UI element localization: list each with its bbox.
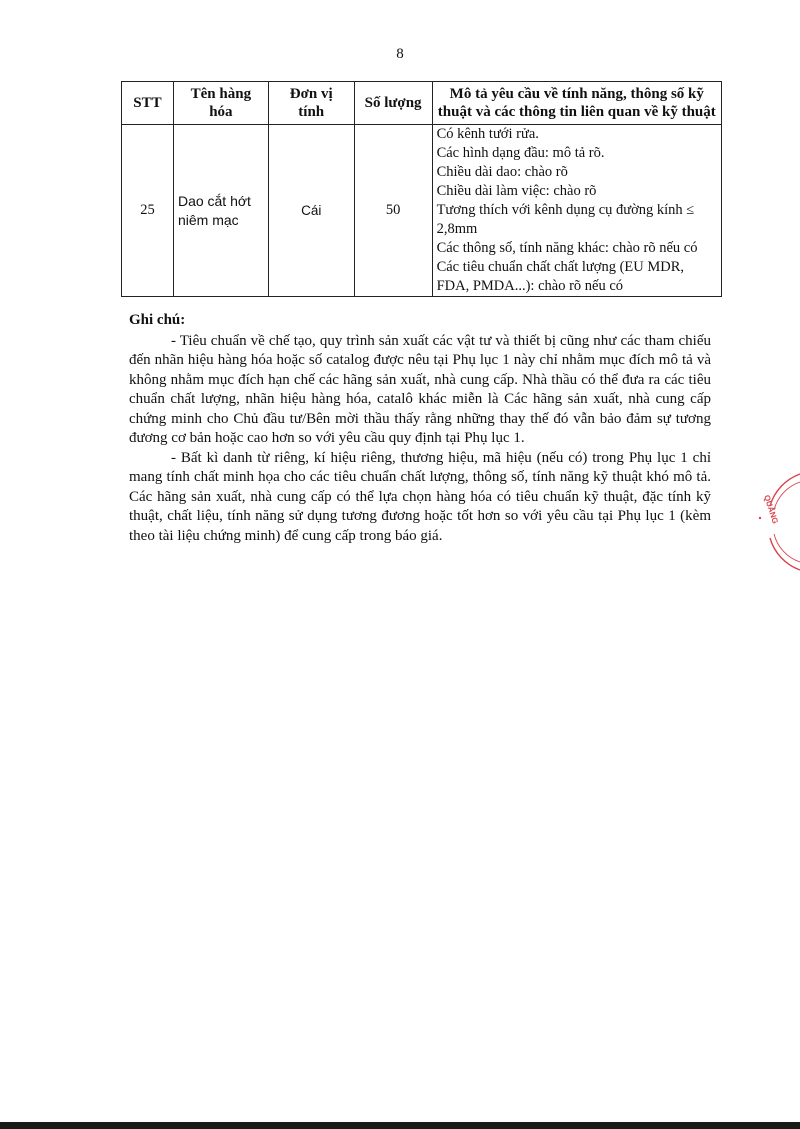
- cell-stt: 25: [122, 125, 174, 297]
- desc-line: Tương thích với kênh dụng cụ đường kính ≤: [436, 202, 695, 218]
- notes-title: Ghi chú:: [129, 312, 186, 328]
- cell-desc: [432, 125, 721, 297]
- header-unit-line-1: Đơn vị: [289, 86, 333, 102]
- header-desc-line-2: thuật và các thông tin liên quan về kỹ thuật: [437, 104, 716, 120]
- header-qty: Số lượng: [354, 82, 432, 125]
- header-desc: [432, 82, 721, 125]
- desc-line: Có kênh tưới rửa.: [436, 126, 539, 142]
- header-desc-line-1: Mô tả yêu cầu về tính năng, thông số kỹ: [449, 86, 704, 102]
- header-unit: [268, 82, 354, 125]
- desc-line: Chiều dài làm việc: chào rõ: [436, 183, 597, 199]
- cell-name-line-1: Dao cắt hớt: [177, 192, 251, 209]
- header-unit-line-2: tính: [298, 104, 325, 120]
- desc-line: Các thông số, tính năng khác: chào rõ nếu có: [436, 240, 698, 256]
- page-number: 8: [396, 46, 404, 62]
- desc-line: FDA, PMDA...): chào rõ nếu có: [436, 278, 624, 294]
- notes-paragraph-2: - Bất kì danh từ riêng, kí hiệu riêng, thương hiệu, mã hiệu (nếu có) trong Phụ lục 1 chỉ mang tính chất minh họa cho các tiêu chuẩn chất lượng, thông số, tính năng kỹ thuật khó mô tả. Các hãng sản xuất, nhà cung cấp có thể lựa chọn hàng hóa có tiêu chuẩn kỹ thuật, đặc tính kỹ thuật, chất liệu, tính năng sử dụng tương đương hoặc tốt hơn so với yêu cầu tại Phụ lục 1 (kèm theo tài liệu chứng minh) để cung cấp trong báo giá.: [129, 449, 711, 544]
- desc-line: Các tiêu chuẩn chất chất lượng (EU MDR,: [436, 259, 685, 275]
- red-seal-stamp: [748, 466, 800, 576]
- notes-paragraph-1: - Tiêu chuẩn về chế tạo, quy trình sản xuất các vật tư và thiết bị cũng như các tham chiếu đến nhãn hiệu hàng hóa hoặc số catalog được nêu tại Phụ lục 1 này chỉ nhằm mục đích mô tả và không nhằm mục đích hạn chế các hãng sản xuất, nhà cung cấp. Nhà thầu có thể đưa ra các tiêu chuẩn chất lượng, nhãn hiệu hàng hóa, catalô khác miễn là Các hãng sản xuất, nhà cung cấp chứng minh cho Chủ đầu tư/Bên mời thầu thấy rằng những thay thế đó vẫn bảo đảm sự tương đương cơ bản hoặc cao hơn so với yêu cầu quy định tại Phụ lục 1.: [129, 332, 711, 446]
- header-name-line-1: Tên hàng: [190, 86, 252, 102]
- header-name-line-2: hóa: [209, 104, 233, 120]
- bottom-scan-edge: [0, 1122, 800, 1129]
- header-name: [173, 82, 268, 125]
- desc-line: 2,8mm: [436, 221, 478, 237]
- table-row: [122, 125, 722, 297]
- cell-name: [173, 125, 268, 297]
- cell-qty: 50: [354, 125, 432, 297]
- desc-line: Chiều dài dao: chào rõ: [436, 164, 568, 180]
- cell-unit: Cái: [268, 125, 354, 297]
- desc-line: Các hình dạng đầu: mô tả rõ.: [436, 145, 605, 161]
- notes-section: [129, 311, 711, 546]
- header-stt: STT: [122, 82, 174, 125]
- table-header-row: [122, 82, 722, 125]
- spec-table: [121, 81, 722, 297]
- cell-name-line-2: niêm mạc: [177, 211, 239, 228]
- stamp-text: QUẢNG: [762, 493, 780, 525]
